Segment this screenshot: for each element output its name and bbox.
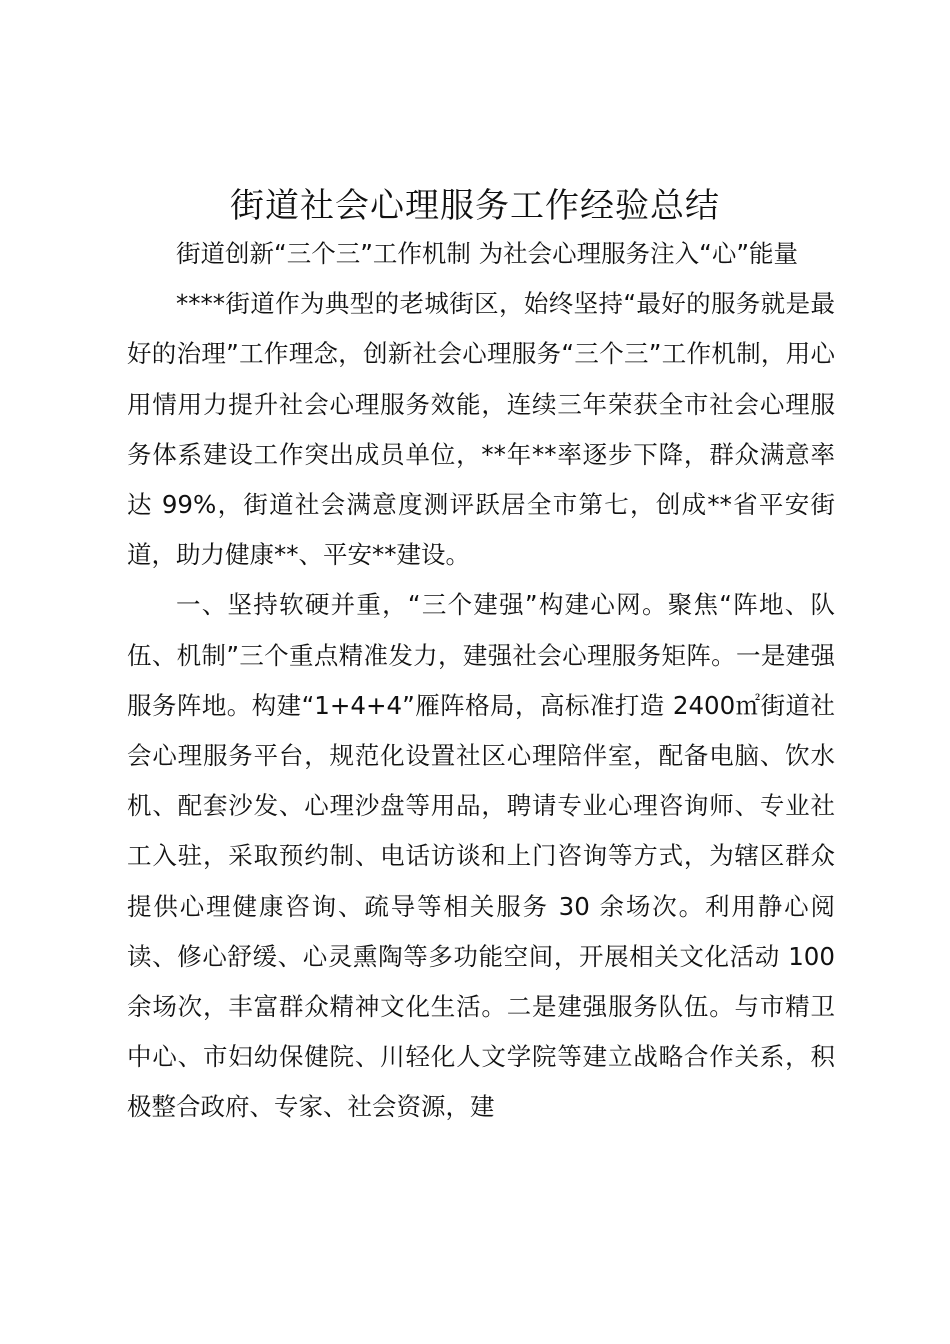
document-title: 街道社会心理服务工作经验总结 [230,186,720,226]
document-body [127,229,835,1133]
paragraph-section-one: 一、坚持软硬并重，“三个建强”构建心网。聚焦“阵地、队伍、机制”三个重点精准发力，建强社会心理服务矩阵。一是建强服务阵地。构建“1+4+4”雁阵格局，高标准打造 2400㎡街道社会心理服务平台，规范化设置社区心理陪伴室，配备电脑、饮水机、配套沙发、心理沙盘等用品，聘请专业心理咨询师、专业社工入驻，采取预约制、电话访谈和上门咨询等方式，为辖区群众提供心理健康咨询、疏导等相关服务 30 余场次。利用静心阅读、修心舒缓、心灵熏陶等多功能空间，开展相关文化活动 100 余场次，丰富群众精神文化生活。二是建强服务队伍。与市精卫中心、市妇幼保健院、川轻化人文学院等建立战略合作关系，积极整合政府、专家、社会资源，建 [127,590,835,1122]
document-subtitle: 街道创新“三个三”工作机制 为社会心理服务注入“心”能量 [176,239,799,268]
paragraph-intro: ****街道作为典型的老城街区，始终坚持“最好的服务就是最好的治理”工作理念，创新社会心理服务“三个三”工作机制，用心用情用力提升社会心理服务效能，连续三年荣获全市社会心理服务体系建设工作突出成员单位，**年**率逐步下降，群众满意率达 99%，街道社会满意度测评跃居全市第七，创成**省平安街道，助力健康**、平安**建设。 [127,289,835,570]
